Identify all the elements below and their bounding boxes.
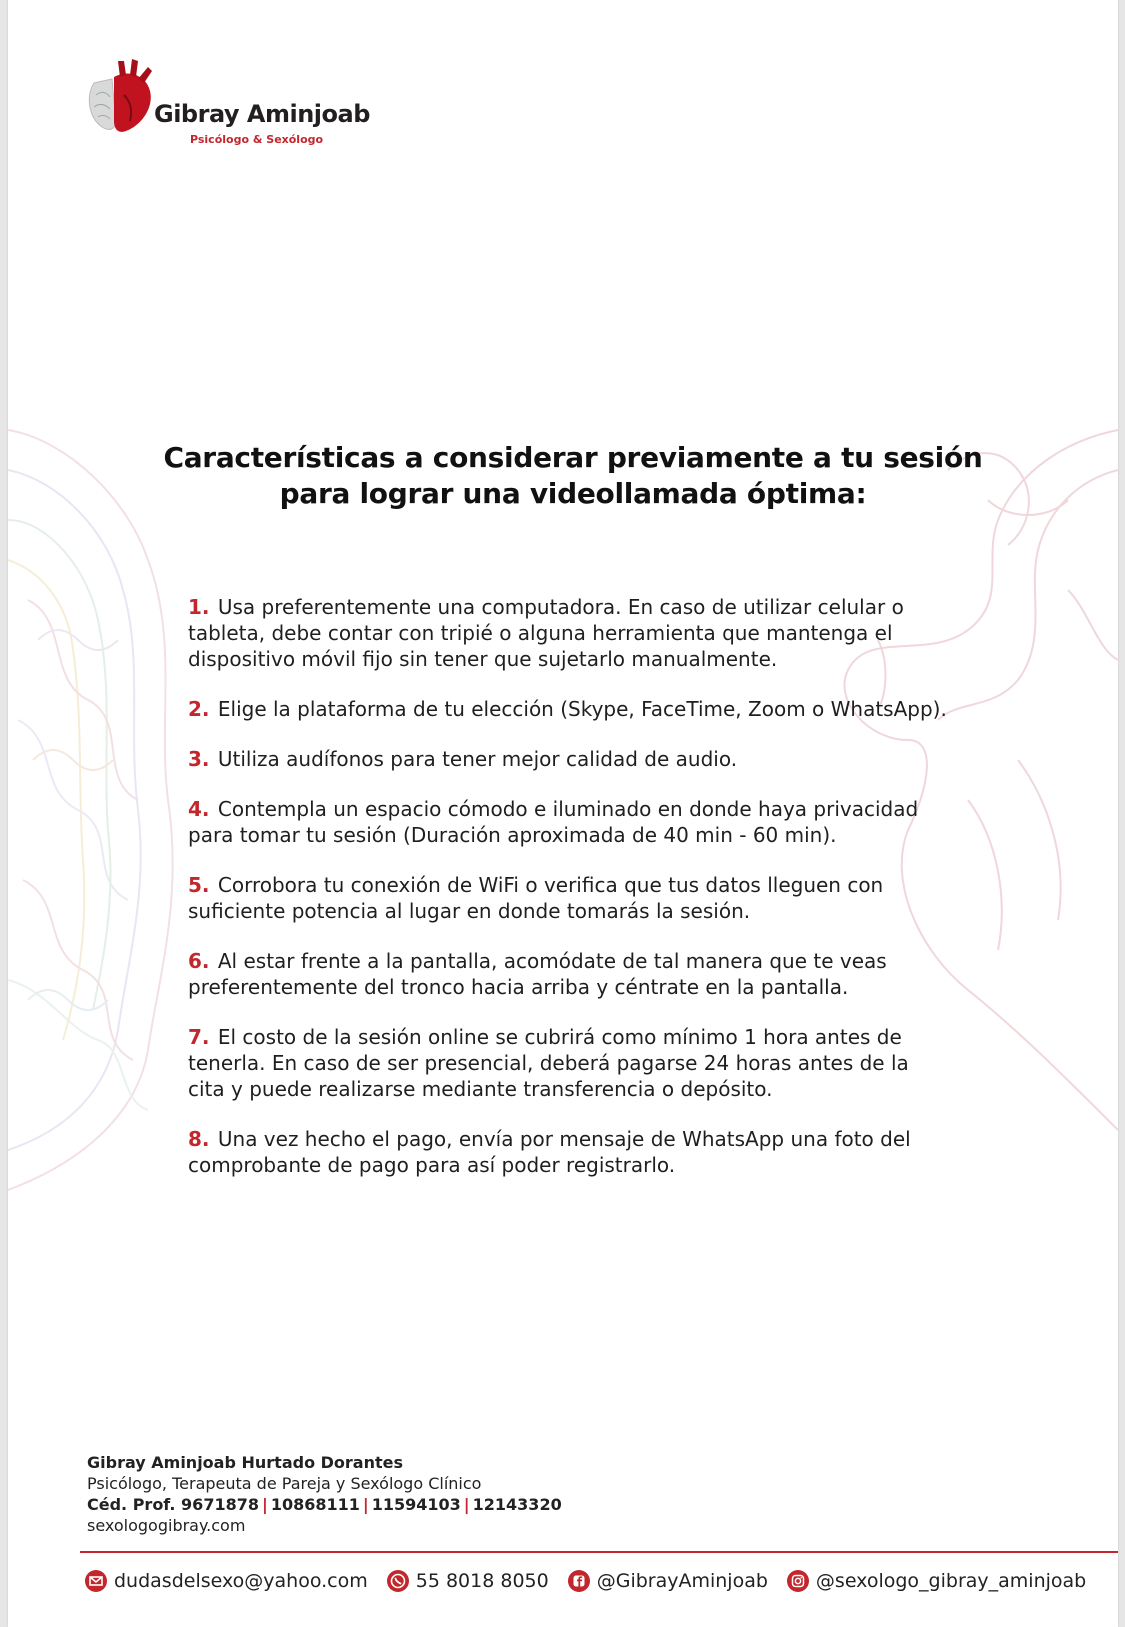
- facebook-icon: [567, 1569, 591, 1593]
- ced-number: 10868111: [270, 1495, 360, 1514]
- phone-text: 55 8018 8050: [415, 1570, 549, 1592]
- item-number: 2.: [188, 697, 210, 721]
- footer-website[interactable]: sexologogibray.com: [87, 1516, 246, 1535]
- footer-info: [87, 1452, 562, 1536]
- ced-label: Céd. Prof.: [87, 1495, 176, 1514]
- list-item: [188, 746, 948, 772]
- contact-instagram[interactable]: [786, 1569, 1086, 1593]
- item-text: Contempla un espacio cómodo e iluminado en donde haya privacidad para tomar tu sesión (Duración aproximada de 40 min - 60 min).: [188, 797, 919, 847]
- ced-number: 12143320: [472, 1495, 562, 1514]
- list-item: [188, 594, 948, 672]
- contact-phone[interactable]: [386, 1569, 549, 1593]
- item-number: 5.: [188, 873, 210, 897]
- item-number: 4.: [188, 797, 210, 821]
- document-page: [8, 0, 1118, 1627]
- list-item: [188, 696, 948, 722]
- item-number: 3.: [188, 747, 210, 771]
- ced-number: 11594103: [371, 1495, 461, 1514]
- item-text: Corrobora tu conexión de WiFi o verifica que tus datos lleguen con suficiente potencia al lugar en donde tomarás la sesión.: [188, 873, 884, 923]
- contact-email[interactable]: [84, 1569, 368, 1593]
- item-text: Elige la plataforma de tu elección (Skype, FaceTime, Zoom o WhatsApp).: [217, 697, 947, 721]
- list-item: [188, 796, 948, 848]
- whatsapp-icon: [386, 1569, 410, 1593]
- item-number: 6.: [188, 949, 210, 973]
- item-text: Al estar frente a la pantalla, acomódate de tal manera que te veas preferentemente del tronco hacia arriba y céntrate en la pantalla.: [188, 949, 887, 999]
- list-item: [188, 1126, 948, 1178]
- logo-subtitle: Psicólogo & Sexólogo: [190, 133, 324, 146]
- title-line-2: para lograr una videollamada óptima:: [279, 477, 867, 510]
- ced-number: 9671878: [181, 1495, 259, 1514]
- facebook-text: @GibrayAminjoab: [596, 1570, 768, 1592]
- instagram-icon: [786, 1569, 810, 1593]
- contact-facebook[interactable]: [567, 1569, 768, 1593]
- page-title: [98, 440, 1048, 512]
- contact-bar: [84, 1566, 1104, 1596]
- email-icon: [84, 1569, 108, 1593]
- heart-logo-icon: [84, 55, 154, 135]
- title-line-1: Características a considerar previamente a tu sesión: [163, 441, 983, 474]
- list-item: [188, 872, 948, 924]
- footer-full-name: Gibray Aminjoab Hurtado Dorantes: [87, 1453, 403, 1472]
- footer-divider: [80, 1551, 1118, 1553]
- item-text: El costo de la sesión online se cubrirá como mínimo 1 hora antes de tenerla. En caso de ser presencial, deberá pagarse 24 horas antes de la cita y puede realizarse mediante transferencia o depósito.: [188, 1025, 909, 1101]
- brain-watermark-icon: [8, 430, 173, 1190]
- item-text: Una vez hecho el pago, envía por mensaje de WhatsApp una foto del comprobante de pago para así poder registrarlo.: [188, 1127, 911, 1177]
- item-number: 1.: [188, 595, 210, 619]
- footer-cedulas: Céd. Prof. 9671878 | 10868111 | 11594103 | 12143320: [87, 1495, 562, 1514]
- list-item: [188, 948, 948, 1000]
- logo-name: Gibray Aminjoab: [154, 100, 370, 128]
- recommendations-list: [188, 594, 948, 1202]
- item-number: 8.: [188, 1127, 210, 1151]
- footer-profession: Psicólogo, Terapeuta de Pareja y Sexólogo Clínico: [87, 1474, 482, 1493]
- email-text: dudasdelsexo@yahoo.com: [114, 1570, 368, 1592]
- item-number: 7.: [188, 1025, 210, 1049]
- item-text: Utiliza audífonos para tener mejor calidad de audio.: [217, 747, 738, 771]
- brand-logo: [84, 55, 384, 155]
- instagram-text: @sexologo_gibray_aminjoab: [815, 1570, 1087, 1592]
- item-text: Usa preferentemente una computadora. En caso de utilizar celular o tableta, debe contar con tripié o alguna herramienta que mantenga el dispositivo móvil fijo sin tener que sujetarlo manualmente.: [188, 595, 904, 671]
- list-item: [188, 1024, 948, 1102]
